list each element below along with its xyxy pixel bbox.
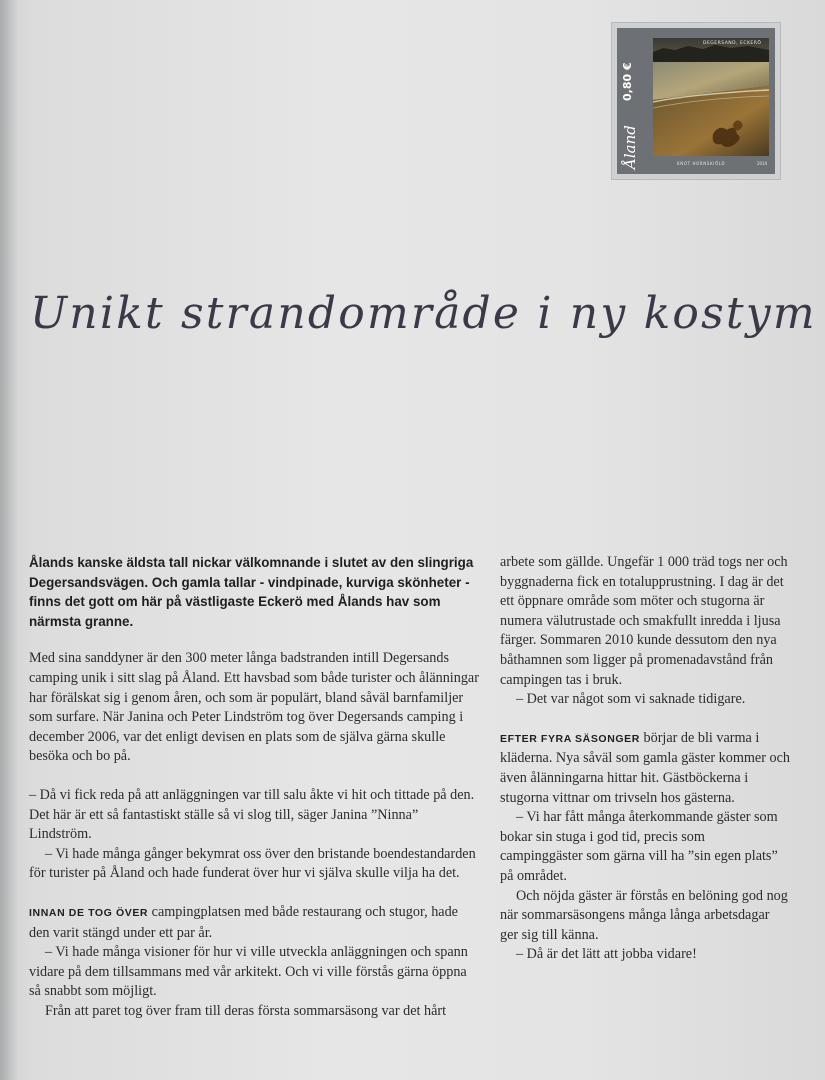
- stamp-beach-photo: [653, 38, 769, 156]
- beach-illustration: [653, 38, 769, 156]
- stamp-designer: KNOT HORNSKIÖLD: [677, 161, 726, 166]
- postage-stamp: [611, 22, 781, 180]
- paragraph: – Vi hade många visioner för hur vi ville utveckla anläggningen och spann vidare på dem tillsammans med vår arkitekt. Och vi ville förstås gärna öppna så snabbt som möjligt.: [29, 944, 468, 1000]
- paragraph: – Det var något som vi saknade tidigare.: [516, 691, 746, 708]
- stamp-denomination: 0,80 €: [621, 62, 634, 102]
- paragraph: – Då är det lätt att jobba vidare!: [516, 946, 697, 963]
- paragraph: [500, 729, 790, 808]
- paragraph: Från att paret tog över fram till deras första sommarsäsong var det hårt: [45, 1002, 447, 1019]
- stamp-year: 2010: [757, 161, 768, 166]
- page-gutter-shadow: [0, 0, 18, 1080]
- article-right-column: [500, 553, 790, 965]
- paragraph: Och nöjda gäster är förstås en belöning god nog när sommarsäsongens många långa arbetsdagar ger sig till känna.: [500, 887, 788, 943]
- paragraph: [29, 903, 481, 943]
- paragraph: – Vi har fått många återkommande gäster som bokar sin stuga i god tid, precis som campinggäster som gärna vill ha ”sin egen plats” på området.: [500, 809, 778, 884]
- article-left-column: [29, 553, 481, 1021]
- run-in-heading: INNAN DE TOG ÖVER: [29, 906, 149, 919]
- paragraph-text: börjar de bli varma i kläderna. Nya såväl som gamla gäster kommer och även ålänningarna hittar hit. Gästböckerna i stugorna vittnar om trivseln hos gästerna.: [500, 729, 790, 806]
- stamp-country: Åland: [621, 125, 639, 169]
- article-title: Unikt strandområde i ny kostym: [30, 288, 817, 339]
- article-lead: Ålands kanske äldsta tall nickar välkomnande i slutet av den slingriga Degersandsvägen. Och gamla tallar - vindpinade, kurviga skönheter - finns det gott om här på västligaste Eckerö med Ålands hav som närmsta granne.: [29, 555, 474, 629]
- paragraph: – Vi hade många gånger bekymrat oss över den bristande boendestandarden för turister på Åland och hade funderat över hur vi själva skulle vilja ha det.: [29, 845, 476, 882]
- run-in-heading: EFTER FYRA SÄSONGER: [500, 732, 640, 745]
- stamp-frame: [617, 28, 775, 174]
- paragraph: – Då vi fick reda på att anläggningen var till salu åkte vi hit och tittade på den. Det här är ett så fantastiskt ställe så vi slog till, säger Janina ”Ninna” Lindström.: [29, 786, 475, 843]
- paragraph: arbete som gällde. Ungefär 1 000 träd togs ner och byggnaderna fick en totalupprustning. I dag är det ett öppnare område som möter och stugorna är numera välutrustade och smakfullt inredda i ljusa färger. Sommaren 2010 kunde dessutom den nya båthamnen som ligger på promenadavstånd från campingen tas i bruk.: [500, 554, 788, 688]
- paragraph-text: campingplatsen med både restaurang och stugor, hade den varit stängd under ett par år.: [29, 903, 458, 941]
- paragraph: Med sina sanddyner är den 300 meter långa badstranden intill Degersands camping unik i sitt slag på Åland. Ett havsbad som både turister och ålänningar har förälskat sig i genom åren, och som är populärt, bland såväl barnfamiljer som surfare. När Janina och Peter Lindström tog över Degersands camping i december 2006, var det enligt devisen en plats som de själva gärna skulle besöka och bo på.: [29, 650, 479, 765]
- stamp-location-caption: DEGERSAND, ECKERÖ: [703, 41, 762, 46]
